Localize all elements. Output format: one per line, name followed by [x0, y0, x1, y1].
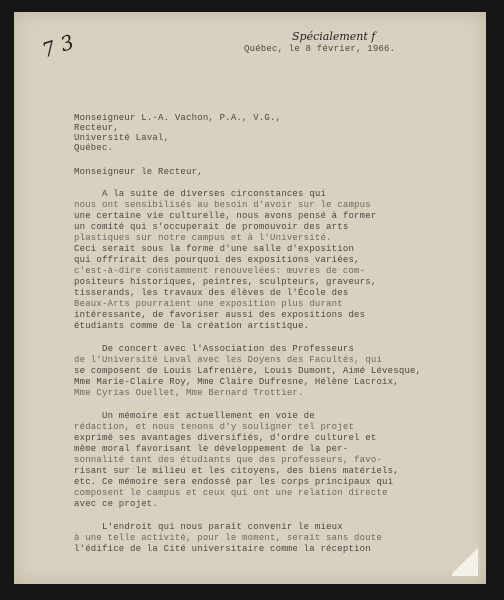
- paragraph-line: c'est-à-dire constamment renouvelées: œuvres de com-: [74, 266, 366, 276]
- paragraph-line: risant sur le milieu et les citoyens, des biens matériels,: [74, 466, 399, 476]
- letter-page: [14, 12, 486, 584]
- paragraph-line: même moral favorisant le développement de la per-: [74, 444, 349, 454]
- paragraph-line: etc. Ce mémoire sera endossé par les corps principaux qui: [74, 477, 394, 487]
- paragraph-line: un comité qui s'occuperait de promouvoir des arts: [74, 222, 349, 232]
- paragraph-line: l'édifice de la Cité universitaire comme la réception: [74, 544, 371, 554]
- paragraph-line: se composent de Louis Lafrenière, Louis Dumont, Aimé Lévesque,: [74, 366, 422, 376]
- paragraph-line: exprimé ses avantages diversifiés, d'ordre culturel et: [74, 433, 377, 443]
- paragraph-line: Mme Marie-Claire Roy, Mme Claire Dufresne, Hélène Lacroix,: [74, 377, 399, 387]
- paragraph-line: Un mémoire est actuellement en voie de: [74, 411, 315, 421]
- paragraph-line: A la suite de diverses circonstances qui: [74, 189, 327, 199]
- paragraph-line: De concert avec l'Association des Professeurs: [74, 344, 355, 354]
- paragraph-line: L'endroit qui nous paraît convenir le mieux: [74, 522, 343, 532]
- address-line: Recteur,: [74, 123, 119, 133]
- paragraph-line: rédaction, et nous tenons d'y souligner tel projet: [74, 422, 355, 432]
- paragraph-line: qui offrirait des pourquoi des expositions variées,: [74, 255, 360, 265]
- paragraph-line: étudiants comme de la création artistique.: [74, 321, 310, 331]
- paragraph-line: avec ce projet.: [74, 499, 159, 509]
- address-line: Université Laval,: [74, 133, 170, 143]
- paragraph-line: à une telle activité, pour le moment, serait sans doute: [74, 533, 383, 543]
- paragraph-line: tisserands, les travaux des élèves de l'École des: [74, 288, 349, 298]
- letter-date: Québec, le 8 février, 1966.: [244, 44, 396, 54]
- address-line: Québec.: [74, 143, 114, 153]
- paragraph-line: de l'Université Laval avec les Doyens des Facultés, qui: [74, 355, 383, 365]
- salutation: Monseigneur le Recteur,: [74, 167, 203, 177]
- handwritten-annotation: Spécialement f: [292, 30, 376, 43]
- paragraph-line: positeurs historiques, peintres, sculpteurs, graveurs,: [74, 277, 377, 287]
- paragraph-line: plastiques sur notre campus et à l'Université.: [74, 233, 332, 243]
- paragraph-line: une certaine vie culturelle, nous avons pensé à former: [74, 211, 377, 221]
- paragraph-line: Ceci serait sous la forme d'une salle d'exposition: [74, 244, 355, 254]
- folded-corner: [452, 546, 478, 576]
- paragraph-line: nous ont sensibilisés au besoin d'avoir sur le campus: [74, 200, 371, 210]
- handwritten-number: 7 3: [39, 29, 77, 63]
- paragraph-line: sonnalité tant des étudiants que des professeurs, favo-: [74, 455, 383, 465]
- paragraph-line: Beaux-Arts pourraient une exposition plus durant: [74, 299, 343, 309]
- paragraph-line: Mme Cyrias Ouellet, Mme Bernard Trottier.: [74, 388, 304, 398]
- paragraph-line: intéressante, de favoriser aussi des expositions des: [74, 310, 366, 320]
- paragraph-line: composent le campus et ceux qui ont une relation directe: [74, 488, 388, 498]
- address-line: Monseigneur L.-A. Vachon, P.A., V.G.,: [74, 113, 282, 123]
